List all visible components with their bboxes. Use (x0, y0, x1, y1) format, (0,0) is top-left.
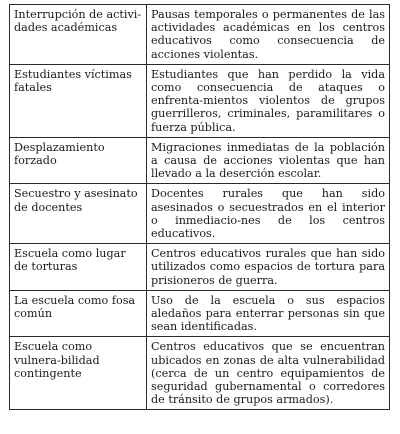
definition-cell: Uso de la escuela o sus espacios aledaños para enterrar personas sin que sean identificadas. (147, 290, 390, 337)
table-row (10, 244, 390, 291)
table-row (10, 5, 390, 65)
term-cell: Secuestro y asesinato de docentes (10, 184, 147, 244)
definition-cell: Pausas temporales o permanentes de las actividades académicas en los centros educativos como consecuencia de acciones violentas. (147, 5, 390, 65)
term-cell: Escuela como lugar de torturas (10, 244, 147, 291)
term-cell: La escuela como fosa común (10, 290, 147, 337)
term-cell: Escuela como vulnera-bilidad contingente (10, 337, 147, 410)
definitions-table (9, 4, 390, 410)
table-row (10, 64, 390, 137)
definition-cell: Migraciones inmediatas de la población a causa de acciones violentas que han llevado a la deserción escolar. (147, 137, 390, 184)
table-row (10, 290, 390, 337)
term-cell: Estudiantes víctimas fatales (10, 64, 147, 137)
table-row (10, 337, 390, 410)
table-row (10, 184, 390, 244)
definition-cell: Docentes rurales que han sido asesinados o secuestrados en el interior o inmediacio-nes de los centros educativos. (147, 184, 390, 244)
definition-cell: Centros educativos que se encuentran ubicados en zonas de alta vulnerabilidad (cerca de un centro equipamientos de seguridad gubernamental o corredores de tránsito de grupos armados). (147, 337, 390, 410)
table-row (10, 137, 390, 184)
term-cell: Desplazamiento forzado (10, 137, 147, 184)
definition-cell: Centros educativos rurales que han sido utilizados como espacios de tortura para prisioneros de guerra. (147, 244, 390, 291)
term-cell: Interrupción de activi-dades académicas (10, 5, 147, 65)
definition-cell: Estudiantes que han perdido la vida como consecuencia de ataques o enfrenta-mientos violentos de grupos guerrilleros, criminales, paramilitares o fuerza pública. (147, 64, 390, 137)
